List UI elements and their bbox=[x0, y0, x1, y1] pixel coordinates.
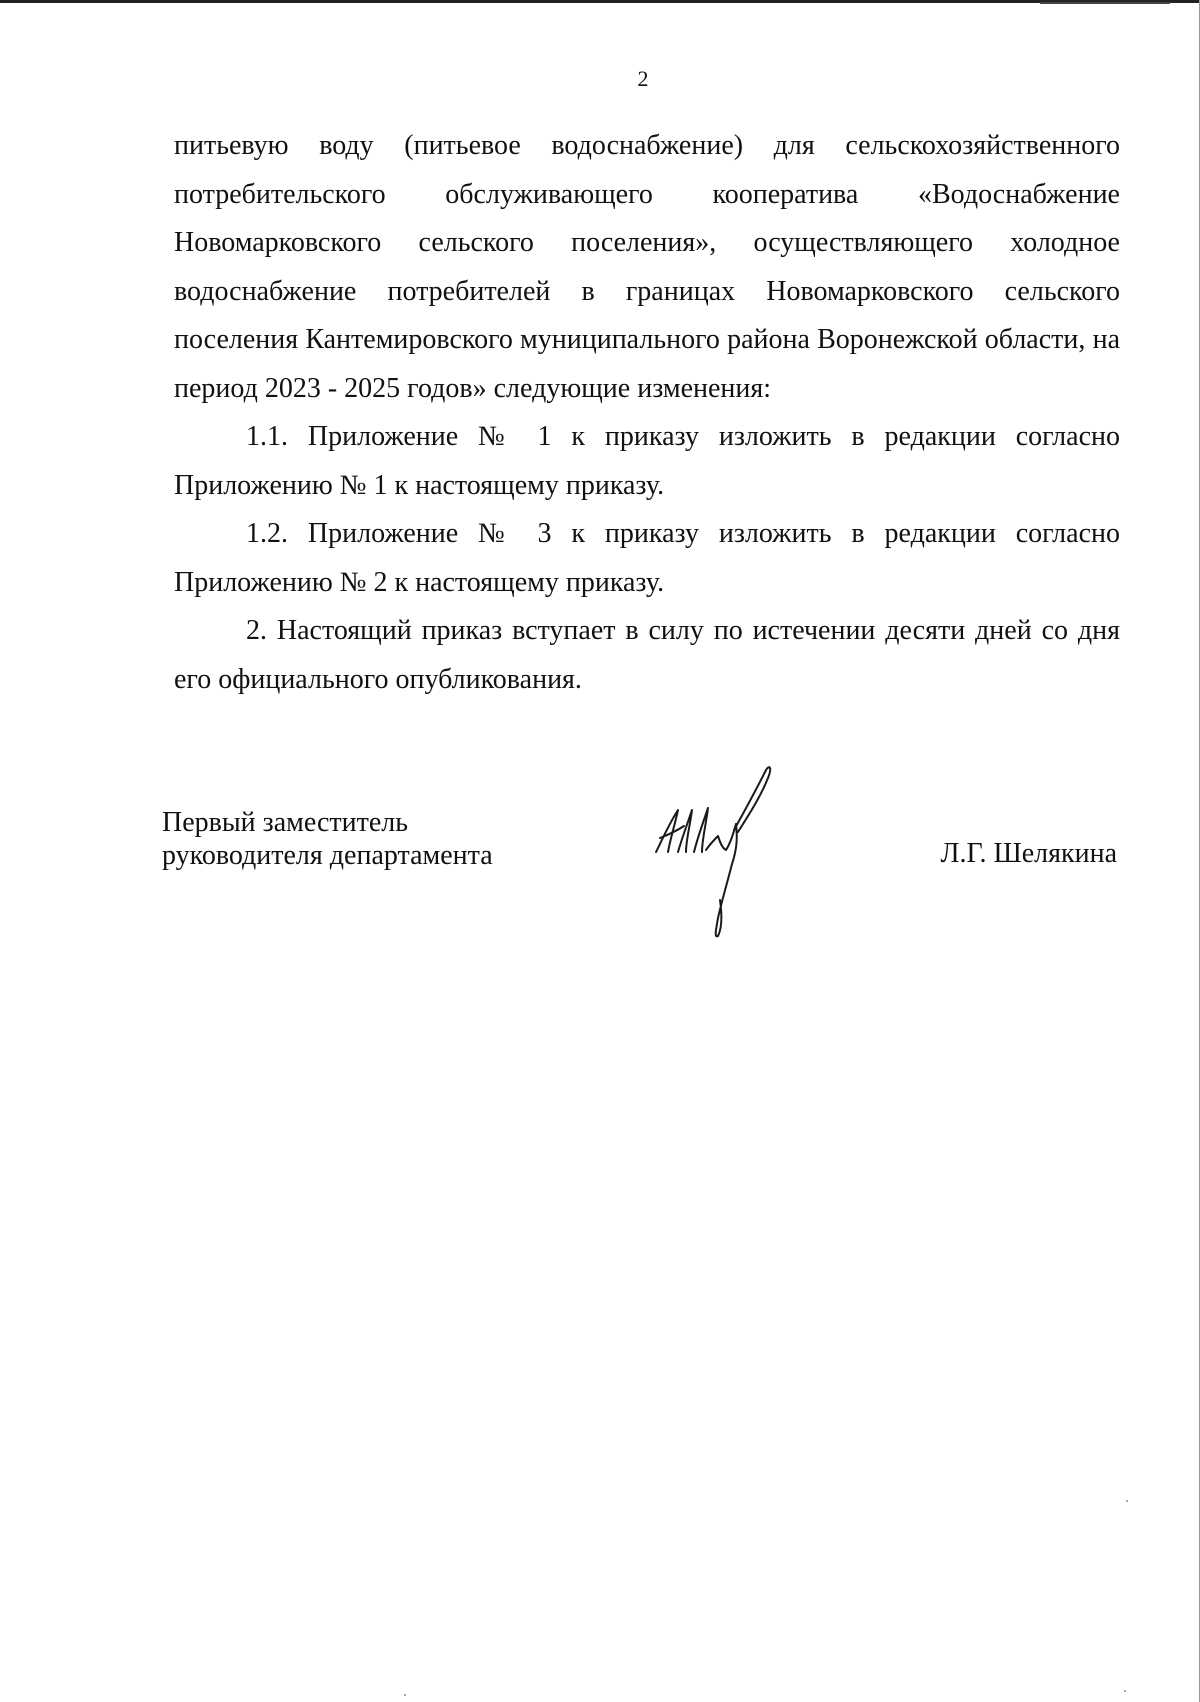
paragraph-item-2: 2. Настоящий приказ вступает в силу по истечении десяти дней со дня его официального опубликования. bbox=[174, 615, 1120, 695]
signatory-position bbox=[162, 806, 493, 872]
scan-top-edge bbox=[0, 0, 1200, 3]
scan-speck bbox=[1124, 1690, 1126, 1692]
scan-speck bbox=[404, 1694, 406, 1696]
paragraph-intro-continuation: питьевую воду (питьевое водоснабжение) для сельскохозяйственного потребительского обслуживающего кооператива «Водоснабжение Новомарковского сельского поселения», осуществляющего холодное водоснабжение потребителей в границах Новомарковского сельского поселения Кантемировского муниципального района Воронежской области, на период 2023 - 2025 годов» следующие изменения: bbox=[174, 130, 1120, 404]
scan-top-edge-segment bbox=[1040, 2, 1170, 4]
paragraph-item-1-2: 1.2. Приложение № 3 к приказу изложить в редакции согласно Приложению № 2 к настоящему приказу. bbox=[174, 518, 1120, 598]
signatory-position-line-1: Первый заместитель bbox=[162, 807, 409, 838]
signatory-name: Л.Г. Шелякина bbox=[940, 838, 1117, 869]
signatory-position-line-2: руководителя департамента bbox=[162, 840, 493, 871]
page-number: 2 bbox=[637, 66, 649, 91]
document-body bbox=[174, 122, 1120, 704]
paragraph-item-1-1: 1.1. Приложение № 1 к приказу изложить в редакции согласно Приложению № 1 к настоящему приказу. bbox=[174, 421, 1120, 501]
scan-speck bbox=[1126, 1500, 1128, 1502]
handwritten-signature bbox=[648, 760, 798, 945]
